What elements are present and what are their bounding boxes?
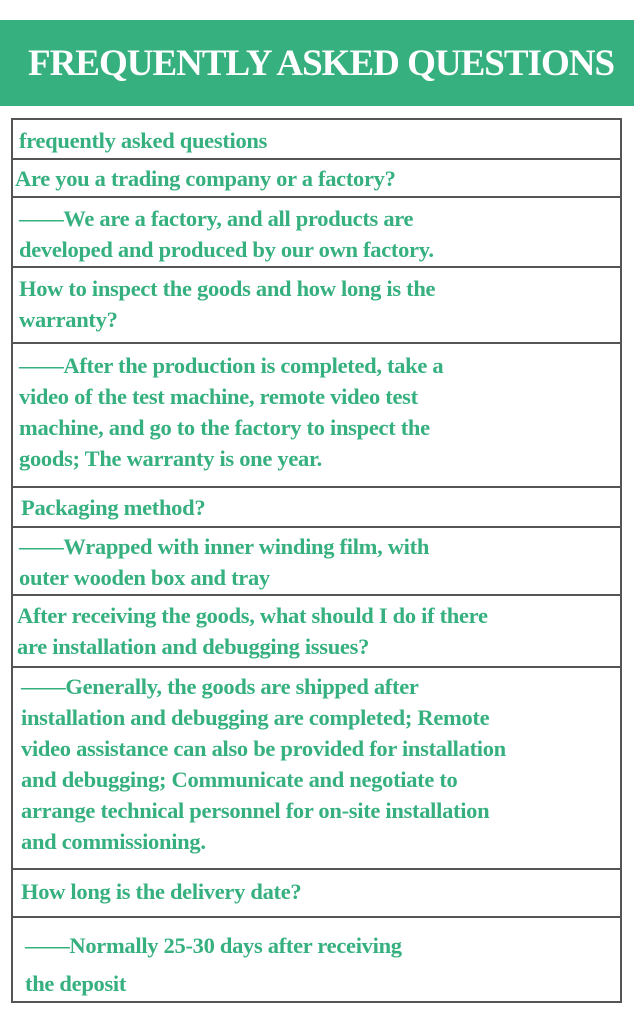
faq-question-2: How to inspect the goods and how long is the warranty? bbox=[19, 276, 436, 332]
faq-question-row bbox=[13, 596, 620, 668]
faq-answer-2: ——After the production is completed, take a video of the test machine, remote video test machine, and go to the factory to inspect the goods; The warranty is one year. bbox=[19, 353, 444, 471]
faq-question-row bbox=[13, 268, 620, 344]
faq-answer-5: ——Normally 25-30 days after receiving the deposit bbox=[25, 933, 402, 996]
page-title: FREQUENTLY ASKED QUESTIONS bbox=[27, 42, 615, 84]
faq-heading-row bbox=[13, 120, 620, 160]
faq-answer-row bbox=[13, 528, 620, 596]
faq-answer-row bbox=[13, 918, 620, 1001]
faq-question-4: After receiving the goods, what should I do if there are installation and debugging issues? bbox=[17, 603, 488, 659]
faq-question-1: Are you a trading company or a factory? bbox=[15, 166, 396, 191]
faq-question-row bbox=[13, 160, 620, 198]
faq-answer-row bbox=[13, 344, 620, 488]
faq-question-row bbox=[13, 870, 620, 918]
faq-question-row bbox=[13, 488, 620, 528]
faq-question-3: Packaging method? bbox=[21, 495, 206, 520]
faq-answer-4: ——Generally, the goods are shipped after installation and debugging are completed; Remote video assistance can also be provided for installation and debugging; Communicate and negotiate to arrange technical personnel for on-site installation and commissioning. bbox=[21, 674, 506, 854]
faq-answer-3: ——Wrapped with inner winding film, with outer wooden box and tray bbox=[19, 534, 430, 590]
faq-answer-row bbox=[13, 668, 620, 870]
faq-question-5: How long is the delivery date? bbox=[21, 879, 302, 904]
faq-answer-row bbox=[13, 198, 620, 268]
faq-answer-1: ——We are a factory, and all products are developed and produced by our own factory. bbox=[19, 206, 434, 262]
faq-table bbox=[11, 118, 622, 1003]
faq-heading: frequently asked questions bbox=[19, 128, 268, 153]
header-banner bbox=[0, 20, 634, 106]
